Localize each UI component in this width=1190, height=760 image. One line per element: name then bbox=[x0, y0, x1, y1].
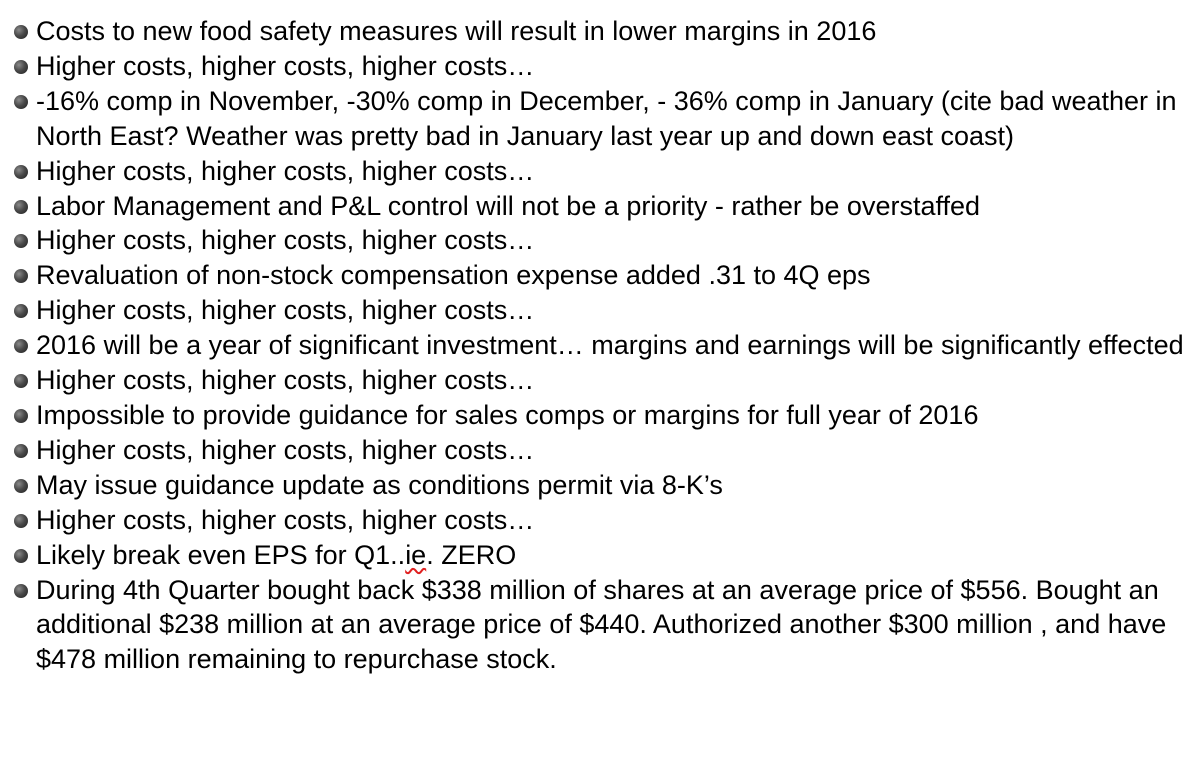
bullet-dot-icon bbox=[14, 584, 28, 598]
bullet-text: Higher costs, higher costs, higher costs… bbox=[36, 295, 535, 326]
bullet-text: May issue guidance update as conditions permit via 8-K’s bbox=[36, 469, 723, 500]
bullet-item bbox=[0, 293, 1190, 328]
bullet-item bbox=[0, 503, 1190, 538]
bullet-item bbox=[0, 154, 1190, 189]
bullet-dot-icon bbox=[14, 60, 28, 74]
bullet-dot-icon bbox=[14, 409, 28, 423]
bullet-item bbox=[0, 84, 1190, 154]
bullet-dot-icon bbox=[14, 479, 28, 493]
bullet-text: Higher costs, higher costs, higher costs… bbox=[36, 155, 535, 186]
bullet-item bbox=[0, 189, 1190, 224]
bullet-dot-icon bbox=[14, 339, 28, 353]
bullet-list bbox=[0, 14, 1190, 677]
bullet-item bbox=[0, 14, 1190, 49]
bullet-item bbox=[0, 363, 1190, 398]
bullet-text-after: . ZERO bbox=[426, 539, 517, 570]
bullet-text: During 4th Quarter bought back $338 million of shares at an average price of $556. Bought an additional $238 million at an average price of $440. Authorized another $300 million , and have $478 million remaining to repurchase stock. bbox=[36, 574, 1167, 675]
bullet-dot-icon bbox=[14, 549, 28, 563]
bullet-item bbox=[0, 398, 1190, 433]
bullet-item bbox=[0, 573, 1190, 678]
bullet-text: Higher costs, higher costs, higher costs… bbox=[36, 365, 535, 396]
bullet-dot-icon bbox=[14, 269, 28, 283]
bullet-item bbox=[0, 258, 1190, 293]
bullet-text: Higher costs, higher costs, higher costs… bbox=[36, 504, 535, 535]
bullet-dot-icon bbox=[14, 95, 28, 109]
bullet-text: Costs to new food safety measures will result in lower margins in 2016 bbox=[36, 16, 877, 46]
bullet-dot-icon bbox=[14, 304, 28, 318]
slide-body bbox=[0, 14, 1190, 677]
bullet-item bbox=[0, 328, 1190, 363]
bullet-text: Impossible to provide guidance for sales comps or margins for full year of 2016 bbox=[36, 399, 979, 430]
bullet-item bbox=[0, 468, 1190, 503]
bullet-text-before: Likely break even EPS for Q1.. bbox=[36, 539, 406, 570]
bullet-dot-icon bbox=[14, 165, 28, 179]
bullet-dot-icon bbox=[14, 514, 28, 528]
bullet-dot-icon bbox=[14, 234, 28, 248]
bullet-text: Revaluation of non-stock compensation expense added .31 to 4Q eps bbox=[36, 260, 871, 291]
bullet-text: Labor Management and P&L control will not be a priority - rather be overstaffed bbox=[36, 190, 981, 221]
bullet-text: Higher costs, higher costs, higher costs… bbox=[36, 50, 535, 81]
bullet-text: Higher costs, higher costs, higher costs… bbox=[36, 225, 535, 256]
bullet-text: -16% comp in November, -30% comp in December, - 36% comp in January (cite bad weather in North East? Weather was pretty bad in January last year up and down east coast) bbox=[36, 85, 1177, 151]
bullet-item bbox=[0, 49, 1190, 84]
misspelled-word: ie bbox=[405, 539, 427, 570]
bullet-item bbox=[0, 538, 1190, 573]
bullet-dot-icon bbox=[14, 200, 28, 214]
bullet-dot-icon bbox=[14, 374, 28, 388]
bullet-dot-icon bbox=[14, 25, 28, 39]
bullet-item bbox=[0, 433, 1190, 468]
bullet-dot-icon bbox=[14, 444, 28, 458]
bullet-text: Higher costs, higher costs, higher costs… bbox=[36, 434, 535, 465]
bullet-item bbox=[0, 223, 1190, 258]
bullet-text: 2016 will be a year of significant investment… margins and earnings will be significantly effected bbox=[36, 330, 1184, 361]
